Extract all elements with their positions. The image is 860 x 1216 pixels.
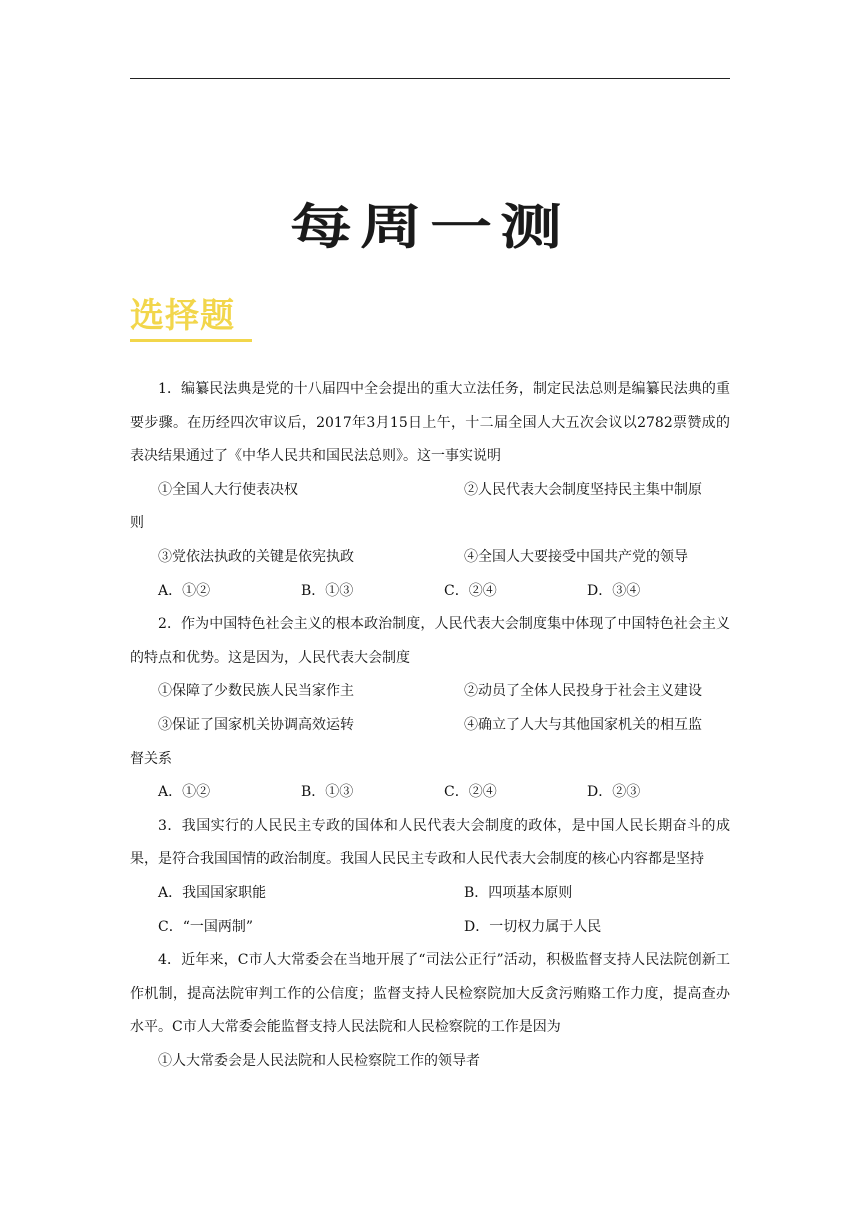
statement-1: ①人大常委会是人民法院和人民检察院工作的领导者 [158, 1052, 480, 1069]
question-1-statements-row1 [130, 474, 730, 508]
statement-4: ④全国人大要接受中国共产党的领导 [464, 548, 688, 565]
statement-2-tail: 则 [130, 515, 144, 532]
question-2-statements-row1 [130, 675, 730, 709]
choice-b[interactable]: B．四项基本原则 [464, 884, 573, 901]
question-3-choices-row1 [130, 877, 730, 911]
question-4-stem: 4．近年来，C市人大常委会在当地开展了“司法公正行”活动，积极监督支持人民法院创新工作机制，提高法院审判工作的公信度；监督支持人民检察院加大反贪污贿赂工作力度，提高查办水平。C市人大常委会能监督支持人民法院和人民检察院的工作是因为 [130, 952, 730, 1036]
statement-3: ③党依法执政的关键是依宪执政 [158, 548, 354, 565]
choice-a[interactable]: A．我国国家职能 [158, 884, 267, 901]
choice-c[interactable]: C．②④ [444, 784, 497, 801]
choice-d[interactable]: D．③④ [587, 582, 641, 599]
section-underline [130, 339, 252, 342]
choice-c[interactable]: C．②④ [444, 582, 497, 599]
question-2-stem: 2．作为中国特色社会主义的根本政治制度，人民代表大会制度集中体现了中国特色社会主义的特点和优势。这是因为，人民代表大会制度 [130, 616, 730, 666]
statement-2: ②人民代表大会制度坚持民主集中制原 [464, 481, 702, 498]
choice-a[interactable]: A．①② [158, 784, 211, 801]
question-2-statements-row2 [130, 709, 730, 743]
choice-b[interactable]: B．①③ [301, 784, 354, 801]
choice-a[interactable]: A．①② [158, 582, 211, 599]
question-3-choices-row2 [130, 911, 730, 945]
statement-4-tail: 督关系 [130, 750, 172, 767]
choice-d[interactable]: D．②③ [587, 784, 641, 801]
statement-1: ①保障了少数民族人民当家作主 [158, 683, 354, 700]
question-2-choices [130, 776, 730, 810]
question-list [130, 373, 730, 1078]
statement-3: ③保证了国家机关协调高效运转 [158, 716, 354, 733]
question-3-stem: 3．我国实行的人民民主专政的国体和人民代表大会制度的政体，是中国人民长期奋斗的成果，是符合我国国情的政治制度。我国人民民主专政和人民代表大会制度的核心内容都是坚持 [130, 817, 730, 868]
statement-4: ④确立了人大与其他国家机关的相互监 [464, 716, 702, 733]
question-1-stem: 1．编纂民法典是党的十八届四中全会提出的重大立法任务，制定民法总则是编纂民法典的重要步骤。在历经四次审议后，2017年3月15日上午，十二届全国人大五次会议以2782票赞成的表决结果通过了《中华人民共和国民法总则》。这一事实说明 [130, 381, 730, 465]
section-title: 选择题 [130, 296, 235, 336]
choice-d[interactable]: D．一切权力属于人民 [464, 918, 602, 935]
choice-c[interactable]: C．“一国两制” [158, 918, 254, 935]
banner-title: 每周一测 [289, 198, 570, 256]
question-1-choices [130, 575, 730, 609]
header-rule [130, 78, 730, 79]
choice-b[interactable]: B．①③ [301, 582, 354, 599]
statement-2: ②动员了全体人民投身于社会主义建设 [464, 683, 702, 700]
statement-1: ①全国人大行使表决权 [158, 481, 298, 498]
question-1-statements-row2 [130, 541, 730, 575]
